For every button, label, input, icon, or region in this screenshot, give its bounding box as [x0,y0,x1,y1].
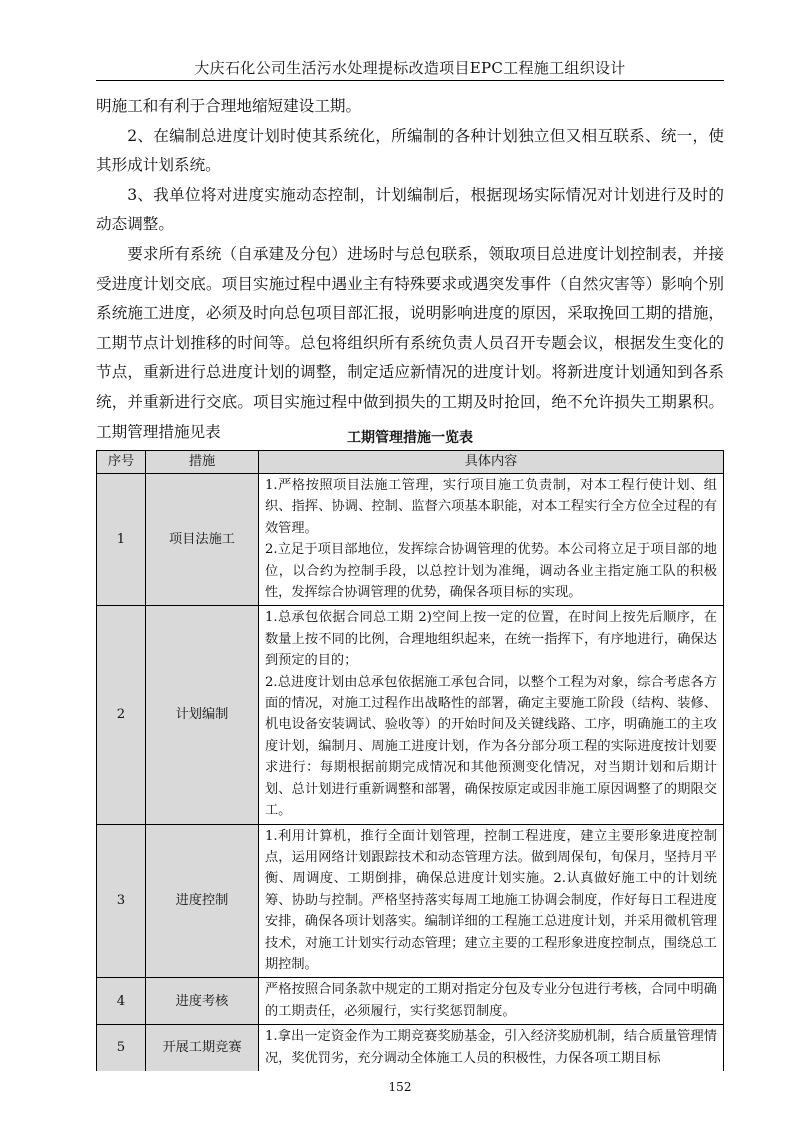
table-row [97,978,724,1025]
content-item: 1.总承包依据合同总工期 2)空间上按一定的位置，在时间上按先后顺序，在数量上按不同的比例，合理地组织起来，在统一指挥下，有序地进行，确保达到预定的目的； [265,610,717,669]
row-seq: 2 [97,606,146,824]
row-seq: 1 [97,474,146,606]
measures-table [96,450,724,1071]
content-item: 1.利用计算机，推行全面计划管理，控制工程进度，建立主要形象进度控制点，运用网络计划跟踪技术和动态管理方法。做到周保旬，旬保月，坚持月平衡、周调度、工期倒排，确保总进度计划实施。2.认真做好施工中的计划统筹、协助与控制。严格坚持落实每周工地施工协调会制度，作好每日工程进度安排，确保各项计划落实。编制详细的工程施工总进度计划，并采用微机管理技术，对施工计划实行动态管理；建立主要的工程形象进度控制点，围绕总工期控制。 [265,828,717,972]
content-item: 1.拿出一定资金作为工期竞赛奖励基金，引入经济奖励机制，结合质量管理情况，奖优罚劣，充分调动全体施工人员的积极性，力保各项工期目标 [265,1029,717,1066]
row-measure: 进度控制 [146,824,259,978]
header-rule [96,80,724,81]
paragraph: 要求所有系统（自承建及分包）进场时与总包联系，领取项目总进度计划控制表，并接受进度计划交底。项目实施过程中遇业主有特殊要求或遇突发事件（自然灾害等）影响个别系统施工进度，必须及时向总包项目部汇报，说明影响进度的原因，采取挽回工期的措施，工期节点计划推移的时间等。总包将组织所有系统负责人员召开专题会议，根据发生变化的节点，重新进行总进度计划的调整，制定适应新情况的进度计划。将新进度计划通知到各系统，并重新进行交底。项目实施过程中做到损失的工期及时抢回，绝不允许损失工期累积。工期管理措施见表 [96,244,724,441]
column-header-seq: 序号 [97,451,146,474]
row-content [259,474,724,606]
page-number: 152 [388,1080,412,1094]
content-item: 2.立足于项目部地位，发挥综合协调管理的优势。本公司将立足于项目部的地位，以合约为控制手段，以总控计划为准绳，调动各业主指定施工队的积极性，发挥综合协调管理的优势，确保各项目标的实现。 [265,542,717,601]
table-title: 工期管理措施一览表 [347,430,473,446]
content-item: 严格按照合同条款中规定的工期对指定分包及专业分包进行考核，合同中明确的工期责任，必须履行，实行奖惩罚制度。 [265,982,717,1019]
table-row [97,474,724,606]
row-content [259,606,724,824]
content-item: 2.总进度计划由总承包依据施工承包合同，以整个工程为对象，综合考虑各方面的情况，对施工过程作出战略性的部署，确定主要施工阶段（结构、装修、机电设备安装调试、验收等）的开始时间及关键线路、工序，明确施工的主攻度计划，编制月、周施工进度计划，作为各分部分项工程的实际进度按计划要求进行：每期根据前期完成情况和其他预测变化情况，对当期计划和后期计划、总计划进行重新调整和部署，确保按原定或因非施工原因调整了的期限交工。 [265,674,717,819]
table-header-row [97,451,724,474]
page-header: 大庆石化公司生活污水处理提标改造项目EPC工程施工组织设计 [194,59,626,77]
paragraph: 3、我单位将对进度实施动态控制，计划编制后，根据现场实际情况对计划进行及时的动态调整。 [96,185,724,234]
content-item: 1.严格按照项目法施工管理，实行项目施工负责制，对本工程行使计划、组织、指挥、协调、控制、监督六项基本职能，对本工程实行全方位全过程的有效管理。 [265,478,717,536]
paragraph: 明施工和有利于合理地缩短建设工期。 [96,97,362,115]
row-content [259,978,724,1025]
row-seq: 3 [97,824,146,978]
row-seq: 5 [97,1025,146,1071]
row-seq: 4 [97,978,146,1025]
table-row [97,1025,724,1071]
row-content [259,824,724,978]
row-measure: 进度考核 [146,978,259,1025]
column-header-measure: 措施 [146,451,259,474]
row-content [259,1025,724,1071]
row-measure: 项目法施工 [146,474,259,606]
body-text [96,92,724,447]
paragraph: 2、在编制总进度计划时使其系统化，所编制的各种计划独立但又相互联系、统一，使其形成计划系统。 [96,126,724,175]
row-measure: 开展工期竞赛 [146,1025,259,1071]
table-row [97,606,724,824]
row-measure: 计划编制 [146,606,259,824]
table-row [97,824,724,978]
column-header-content: 具体内容 [259,451,724,474]
